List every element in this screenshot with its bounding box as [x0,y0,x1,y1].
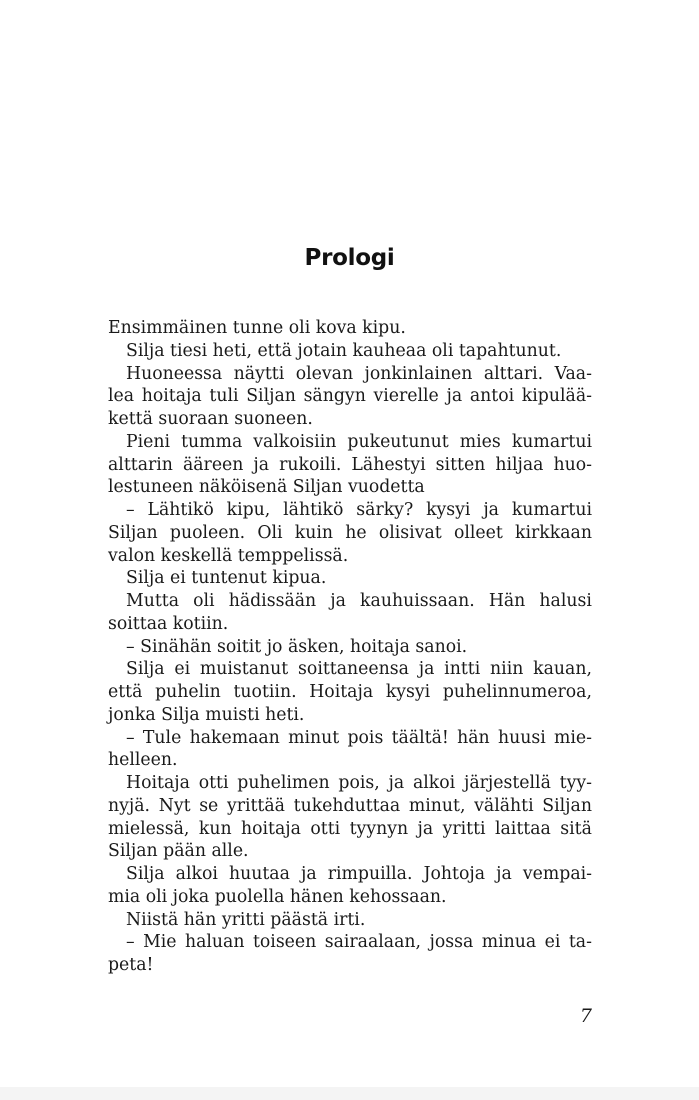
text-line: Hoitaja otti puhelimen pois, ja alkoi järjestellä tyy- [126,773,592,793]
text-line: – Mie haluan toiseen sairaalaan, jossa minua ei ta- [126,932,592,953]
text-line: Siljan pään alle. [108,841,249,862]
text-line: – Tule hakemaan minut pois täältä! hän huusi mie- [126,727,592,748]
text-line: Siljan puoleen. Oli kuin he olisivat olleet kirkkaan [108,522,592,543]
body-text [108,317,592,977]
text-line: mia oli joka puolella hänen kehossaan. [108,886,447,907]
text-line: helleen. [108,750,178,771]
text-line: Huoneessa näytti olevan jonkinlainen alttari. Vaa- [126,363,592,384]
text-line: – Lähtikö kipu, lähtikö särky? kysyi ja kumartui [126,500,592,520]
text-line: Silja ei muistanut soittaneensa ja intti niin kauan, [126,659,592,680]
text-line: Ensimmäinen tunne oli kova kipu. [108,318,406,338]
text-line: valon keskellä temppelissä. [108,545,349,566]
text-line: peta! [108,955,154,975]
text-line: lestuneen näköisenä Siljan vuodetta [108,477,425,498]
text-line: Silja alkoi huutaa ja rimpuilla. Johtoja ja vempai- [126,864,592,884]
page-number: 7 [579,1005,592,1027]
text-line: Mutta oli hädissään ja kauhuissaan. Hän halusi [126,591,592,611]
text-line: Silja ei tuntenut kipua. [126,568,327,589]
text-line: mielessä, kun hoitaja otti tyynyn ja yritti laittaa sitä [108,818,592,839]
text-line: jonka Silja muisti heti. [108,704,305,725]
text-line: Pieni tumma valkoisiin pukeutunut mies kumartui [126,431,592,452]
text-line: soittaa kotiin. [108,613,229,634]
text-line: Silja tiesi heti, että jotain kauheaa oli tapahtunut. [126,340,562,361]
chapter-title: Prologi [304,245,395,271]
text-line: alttarin ääreen ja rukoili. Lähestyi sitten hiljaa huo- [108,454,592,475]
text-line: lea hoitaja tuli Siljan sängyn vierelle ja antoi kipulää- [108,386,592,407]
text-line: kettä suoraan suoneen. [108,409,313,429]
text-line: nyjä. Nyt se yrittää tukehduttaa minut, välähti Siljan [108,795,592,816]
page-bottom-edge [0,1087,699,1100]
text-line: että puhelin tuotiin. Hoitaja kysyi puhelinnumeroa, [108,682,592,702]
text-line: Niistä hän yritti päästä irti. [126,909,366,930]
text-line: – Sinähän soitit jo äsken, hoitaja sanoi. [126,636,468,657]
